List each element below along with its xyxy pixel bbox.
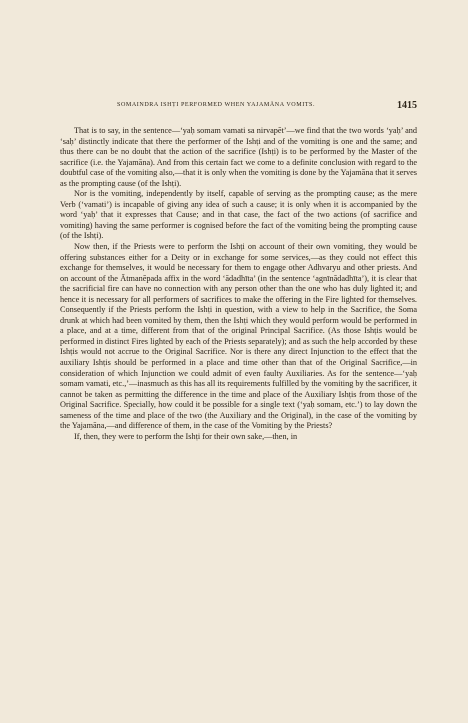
paragraph-1: That is to say, in the sentence—‘yaḥ somam vamati sa nirvapēt’—we find that the two words ‘yaḥ’ and ‘saḥ’ distinctly indicate that there the performer of the Ishṭi and of the vomiting is one and the same; and thus there can be no doubt that the action of the sacrifice (Ishṭi) is to be performed by the Master of the sacrifice (i.e. the Yajamāna). And from this certain fact we come to a definite conclusion with regard to the doubtful case of the vomiting also,—that it is only when the vomiting is done by the Yajamāna that it serves as the prompting cause (of the Ishṭi).	[60, 126, 417, 188]
paragraph-2: Nor is the vomiting, independently by itself, capable of serving as the prompting cause; as the mere Verb (‘vamati’) is incapable of giving any idea of such a cause; it is only when it is accompanied by the word ‘yaḥ’ that it expresses that Cause; and in that case, the fact of the two actions (of sacrifice and vomiting) having the same performer is cognised before the fact of the vomiting being the prompting cause (of the Ishṭi).	[60, 189, 417, 241]
page-header	[117, 100, 417, 114]
body-text	[60, 126, 417, 442]
running-head: SOMAINDRA ISHṬI PERFORMED WHEN YAJAMĀNA VOMITS.	[117, 102, 316, 108]
paragraph-4: If, then, they were to perform the Ishṭi for their own sake,—then, in	[74, 431, 298, 441]
paragraph-3: Now then, if the Priests were to perform the Ishṭi on account of their own vomiting, they would be offering substances either for a Deity or in exchange for some services,—as they could not effect this exchange for themselves, it would be necessary for them to engage other Adhvaryu and other priests. And on account of the Ātmanēpada affix in the word ‘ādadhīta’ (in the sentence ‘agnīnādadhīta’), it is clear that the sacrificial fire can have no connection with any person other than the one who has duly lighted it; and hence it is necessary for all performers of sacrifices to make the offering in the Fire lighted for themselves. Consequently if the Priests perform the Ishṭi in question, with a view to help in the Sacrifice, the Soma drunk at which had been vomited by them, then the Ishṭi which they would perform would be performed in a place, and at a time, different from that of the original Principal Sacrifice. (As those Ishṭis would be performed in distinct Fires lighted by each of the Priests separately); and as such the help accorded by these Ishṭis would not accrue to the Original Sacrifice. Nor is there any direct Injunction to the effect that the auxiliary Ishṭis should be performed in a place and time other than that of the Original Sacrifice,—in consideration of which Injunction we could admit of even faulty Auxiliaries. As for the sentence—‘yaḥ somam vamati, etc.,’—inasmuch as this has all its requirements fulfilled by the vomiting by the sacrificer, it cannot be taken as permitting the difference in the time and place of the Auxiliary Ishṭis from those of the Original Sacrifice. Specially, how could it be possible for a single text (‘yaḥ somam, etc.’) to lay down the sameness of the time and place of the two (the Auxiliary and the Original), in the case of the vomiting by the Yajamāna,—and difference of them, in the case of the Vomiting by the Priests?	[60, 242, 417, 431]
page-number: 1415	[397, 100, 417, 111]
